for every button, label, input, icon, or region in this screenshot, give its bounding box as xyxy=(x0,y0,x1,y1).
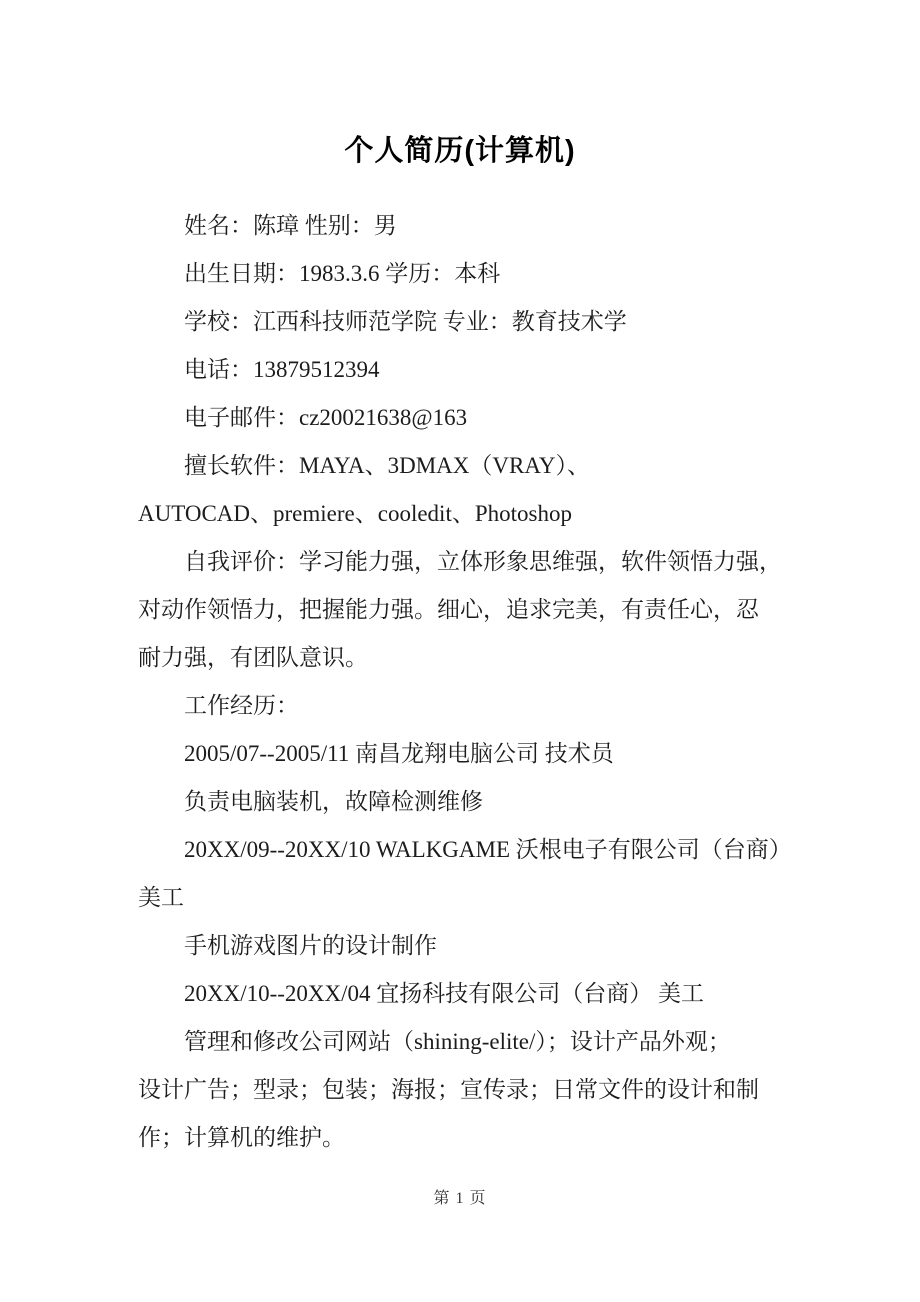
document-text-line: 2005/07--2005/11 南昌龙翔电脑公司 技术员 xyxy=(184,741,614,766)
document-text-line: 学校：江西科技师范学院 专业：教育技术学 xyxy=(184,309,627,334)
document-text-line: 手机游戏图片的设计制作 xyxy=(184,933,437,958)
document-text-line: 管理和修改公司网站（shining-elite/）；设计产品外观； xyxy=(184,1029,731,1054)
document-text-line: 耐力强，有团队意识。 xyxy=(138,645,368,670)
document-text-line: 20XX/09--20XX/10 WALKGAME 沃根电子有限公司（台商） xyxy=(184,837,792,862)
document-text-line: 工作经历： xyxy=(184,693,299,718)
document-text-line: 作；计算机的维护。 xyxy=(138,1125,345,1150)
document-text-line: 出生日期：1983.3.6 学历：本科 xyxy=(184,261,501,286)
document-text-line: AUTOCAD、premiere、cooledit、Photoshop xyxy=(138,501,572,526)
document-text-line: 负责电脑装机，故障检测维修 xyxy=(184,789,483,814)
document-body xyxy=(138,202,798,1162)
document-text-line: 对动作领悟力，把握能力强。细心，追求完美，有责任心，忍 xyxy=(138,597,759,622)
document-text-line: 自我评价：学习能力强，立体形象思维强，软件领悟力强， xyxy=(184,549,782,574)
document-text-line: 美工 xyxy=(138,885,184,910)
document-text-line: 姓名：陈璋 性别：男 xyxy=(184,213,397,238)
document-text-line: 设计广告；型录；包装；海报；宣传录；日常文件的设计和制 xyxy=(138,1077,759,1102)
document-title: 个人简历(计算机) xyxy=(344,135,576,167)
document-text-line: 电话：13879512394 xyxy=(184,357,380,382)
document-text-line: 擅长软件：MAYA、3DMAX（VRAY）、 xyxy=(184,453,590,478)
page-number: 第 1 页 xyxy=(433,1190,487,1207)
document-text-line: 电子邮件：cz20021638@163 xyxy=(184,405,468,430)
document-text-line: 20XX/10--20XX/04 宜扬科技有限公司（台商） 美工 xyxy=(184,981,705,1006)
